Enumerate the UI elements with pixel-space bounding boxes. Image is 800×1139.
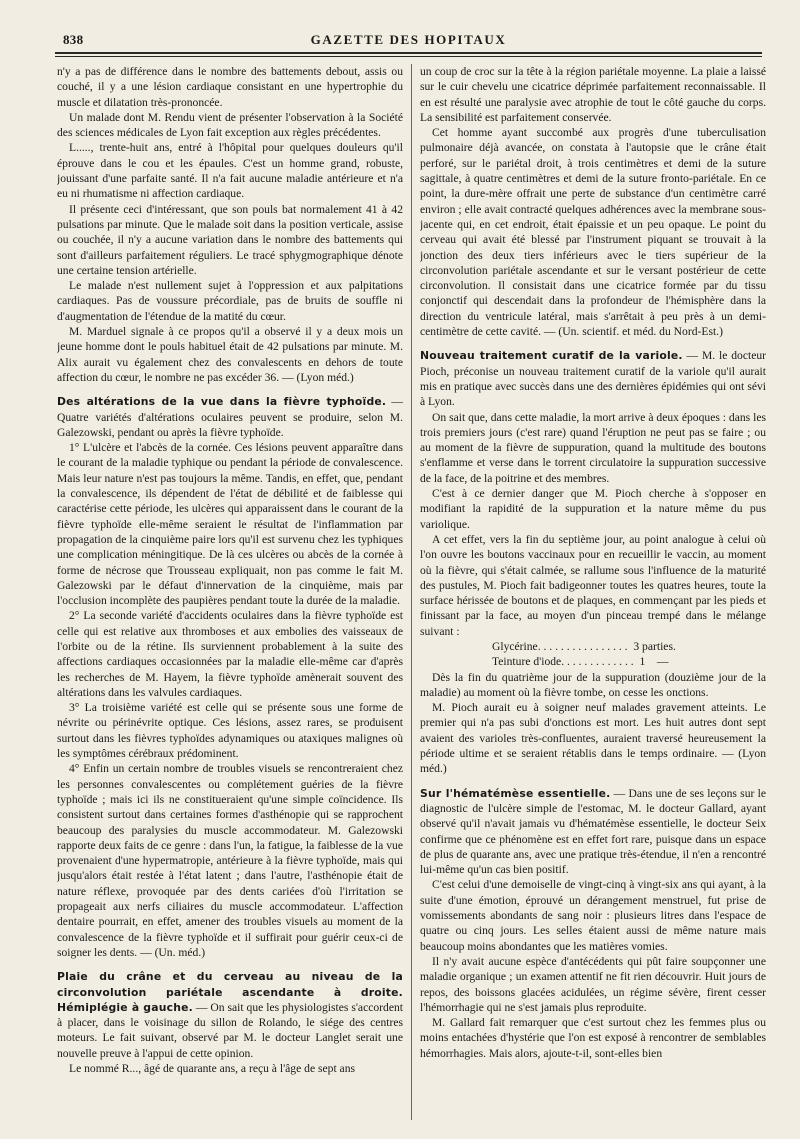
- page-header: [55, 30, 762, 52]
- paragraph: 1° L'ulcère et l'abcès de la cornée. Ces lésions peuvent apparaître dans le courant de la maladie typhique ou pendant la période de convalescence. Mais leur nature n'est pas toujours la même. Tandis, en effet, que, pendant la convalescence, ils dépendent de l'état de débilité et de faiblesse qui caractérise cette période, les ulcères qui apparaissent dans le courant de la fièvre typhoïde elle-même seraient le résultat de l'inflammation par propagation de la cinquième paire lors qu'il est survenu chez les typhiques une complication méningitique. De là ces ulcères ou abcès de la cornée à forme de nécrose que Trousseau expliquait, non pas comme le fait M. Galezowski par le défaut d'innervation de la cinquième, mais par l'occlusion incomplète des paupières pendant toute la durée de la maladie.: [57, 441, 403, 608]
- paragraph: Le malade n'est nullement sujet à l'oppression et aux palpitations cardiaques. Pas de voussure précordiale, pas de bruits de souffle ni d'augmentation de l'étendue de la matité du cœur.: [57, 279, 403, 323]
- article-lead: — On sait que les physiologistes s'accordent à placer, dans le voisinage du sillon de Rolando, le siége des centres moteurs. Le fait suivant, observé par M. le docteur Langlet serait une nouvelle preuve à l'appui de cette opinion.: [57, 1000, 403, 1060]
- article-heading: Sur l'hématémèse essentielle.: [420, 786, 611, 800]
- paragraph: M. Pioch aurait eu à soigner neuf malades gravement atteints. Le premier qui n'a pas subi d'onctions est mort. Les huit autres dont sept avaient des varioles très-confluentes, auraient traversé heureusement la période ultime et se seraient rétablis dans le temps ordinaire. — (Lyon méd.): [420, 701, 766, 776]
- article-lead: — M. le docteur Pioch, préconise un nouveau traitement curatif de la variole qu'il aurait mis en pratique avec succès dans une des dernières épidémies qui ont sévi à Lyon.: [420, 349, 766, 409]
- article-heading: Nouveau traitement curatif de la variole.: [420, 349, 683, 363]
- paragraph: M. Gallard fait remarquer que c'est surtout chez les femmes plus ou moins entachées d'hystérie que l'on est exposé à rencontrer de semblables hémorrhagies. Mais alors, ajoute-t-il, sont-elles bien: [420, 1016, 766, 1060]
- article-typhoid-vision: [57, 394, 403, 440]
- paragraph: un coup de croc sur la tête à la région pariétale moyenne. La plaie a laissé sur le cuir chevelu une cicatrice déprimée parfaitement reconnaissable. Il en est résulté une paralysie avec atrophie de tout le côté gauche du corps. La sensibilité est parfaitement conservée.: [420, 65, 766, 124]
- journal-title: GAZETTE DES HOPITAUX: [310, 32, 507, 47]
- article-lead: — Dans une de ses leçons sur le diagnostic de l'ulcère simple de l'estomac, M. le docteur Gallard, ayant observé qu'il n'avait jamais vu d'hématémèse essentielle, le docteur Seix confirme que ce phénomène est en effet fort rare, puisque dans un espace de plus de quarante ans, avec une pratique très-étendue, il n'en a rencontré lui-même qu'un cas bien positif.: [420, 786, 766, 877]
- paragraph: Dès la fin du quatrième jour de la suppuration (douzième jour de la maladie) au moment où la fièvre tombe, on cesse les onctions.: [420, 670, 766, 699]
- article-heading: Des altérations de la vue dans la fièvre typhoïde.: [57, 395, 387, 409]
- page-number: 838: [63, 32, 84, 47]
- article-smallpox-treatment: [420, 348, 766, 409]
- paragraph: A cet effet, vers la fin du septième jour, au point analogue à celui où l'on ouvre les boutons vaccinaux pour en recueillir le vaccin, au moment où la fièvre, qui s'était calmée, se rallume sous l'influence de la maturité des pustules, M. Pioch fait badigeonner toutes les quatres heures, toute la surface hérissée de boutons et de plaques, en commençant par les pieds et finissant par la face, au moyen d'un pinceau trempé dans le mélange suivant :: [420, 532, 766, 638]
- article-heading: Plaie du crâne et du cerveau au niveau de la circonvolution pariétale ascendante à droite. Hémiplégie à gauche.: [57, 970, 403, 1014]
- article-hematemesis: [420, 786, 766, 878]
- paragraph: 2° La seconde variété d'accidents oculaires dans la fièvre typhoïde est celle qui est relative aux thromboses et aux embolies des vaisseaux de l'orbite ou de la rétine. Ils surviennent probablement à la suite des affections cardiaques occasionnées par la maladie elle-même car d'après les recherches de M. Hayem, la fièvre typhoïde amènerait souvent des altérations dans les valvules cardiaques.: [57, 609, 403, 699]
- column-divider: [411, 64, 412, 1120]
- paragraph: C'est celui d'une demoiselle de vingt-cinq à vingt-six ans qui ayant, à la suite d'une émotion, éprouvé un dérangement menstruel, fut prise de vomissements abondants de sang noir : plusieurs litres dans l'espace de quatre ou cinq jours. Les selles étaient aussi de même nature mais beaucoup moins abondantes que les matières vomies.: [420, 878, 766, 953]
- paragraph: 4° Enfin un certain nombre de troubles visuels se rencontreraient chez les personnes convalescentes ou complétement guéries de la fièvre typhoïde ; mais ici ils ne constitueraient qu'une simple coïncidence. Ils consistent surtout dans certaines formes d'asthénopie qui se rapprochent beaucoup des paralysies du muscle accommodateur. M. Galezowski rapporte deux faits de ce genre : dans l'un, la fatigue, la faiblesse de la vue provenaient d'une hypermatropie, antérieure à la fièvre typhoïde, mais qui jusqu'alors était restée à l'état latent ; dans l'autre, l'asthénopie était de nature réflexe, provoquée par des dents cariées d'où l'irritation se propageait aux nerfs ciliaires du muscle accommodateur. L'affection dentaire pourrait, en effet, amener des troubles visuels au moment de la convalescence de la fièvre typhoïde et il suffirait pour guérir ceux-ci de soigner les dents. — (Un. méd.): [57, 762, 403, 959]
- paragraph: Il présente ceci d'intéressant, que son pouls bat normalement 41 à 42 pulsations par minute. Que le malade soit dans la position verticale, assise ou couchée, il n'y a aucune variation dans le nombre des battements qui sont d'ailleurs parfaitement réguliers. Le tracé sphygmographique dénote une certaine tension artérielle.: [57, 202, 403, 277]
- paragraph: Le nommé R..., âgé de quarante ans, a reçu à l'âge de sept ans: [69, 1062, 356, 1075]
- article-lead: — Quatre variétés d'altérations oculaires peuvent se produire, selon M. Galezowski, pendant ou après la fièvre typhoïde.: [57, 395, 403, 439]
- header-rule-thick: [55, 52, 762, 54]
- paragraph: 3° La troisième variété est celle qui se présente sous une forme de névrite ou périnévrite optique. Ces lésions, assez rares, se produisent surtout dans les fièvres typhoïdes adynamiques ou ataxiques malignes où les symptômes cérébraux prédominent.: [57, 701, 403, 761]
- formula-line: Glycérine. . . . . . . . . . . . . . . . 3 parties.: [492, 639, 676, 653]
- paragraph: n'y a pas de différence dans le nombre des battements debout, assis ou couché, il y a une lésion cardiaque consistant en une hypertrophie du muscle et dilatation très-prononcée.: [57, 65, 403, 109]
- paragraph: Un malade dont M. Rendu vient de présenter l'observation à la Société des sciences médicales de Lyon fait exception aux règles précédentes.: [57, 110, 403, 140]
- article-skull-wound: [57, 969, 403, 1061]
- paragraph: Cet homme ayant succombé aux progrès d'une tuberculisation pulmonaire déjà avancée, on constata à l'autopsie que le crâne était perforé, sur le pariétal droit, à trois centimètres et demi de la suture sagittale, à quatre centimètres et demi de la suture fronto-pariétale. En ce point, la dure-mère offrait une perte de substance d'un centimètre carré environ ; elle avait contracté quelques adhérences avec la membrane sous-jacente qui, en cet endroit, était épaissie et un peu opaque. Le point du cerveau qui avait été blessé par l'instrument piquant se trouvait à la jonction des deux tiers inférieurs avec le tiers supérieur de la circonvolution pariétale ascendante et sur le versant postérieur de cette circonvolution. Il consistait dans une cicatrice formée par du tissu conjonctif qui descendait dans la profondeur de l'hémisphère dans la direction du ventricule latéral, mais s'arrêtait à peu près à un demi-centimètre de cette cavité. — (Un. scientif. et méd. du Nord-Est.): [420, 126, 766, 339]
- paragraph: Il n'y avait aucune espèce d'antécédents qui pût faire soupçonner une maladie organique ; un examen attentif ne fit rien découvrir. Huit jours de repos, des boissons glacées acidulées, un régime sévère, firent cesser l'hémorrhagie qui ne s'est jamais plus reproduite.: [420, 954, 766, 1014]
- left-column: [57, 64, 403, 1124]
- paragraph: On sait que, dans cette maladie, la mort arrive à deux époques : dans les trois premiers jours (c'est rare) quand l'éruption ne peut pas se faire ; ou au moment de la fièvre de suppuration, quand la multitude des boutons s'enflamme et verse dans le torrent circulatoire la suppuration successive de la face, de la poitrine et des membres.: [420, 410, 766, 485]
- paragraph: L....., trente-huit ans, entré à l'hôpital pour quelques douleurs qu'il éprouve dans le cou et les épaules. C'est un homme grand, robuste, jouissant d'une parfaite santé. Il n'a fait aucune maladie antérieure et n'a eu ni rhumatisme ni affection cardiaque.: [57, 141, 403, 201]
- formula-line: Teinture d'iode. . . . . . . . . . . . . 1 —: [492, 655, 669, 669]
- right-column: [420, 64, 766, 1124]
- paragraph: C'est à ce dernier danger que M. Pioch cherche à s'opposer en modifiant la rapidité de la suppuration et la nature même du pus variolique.: [420, 487, 766, 531]
- paragraph: M. Marduel signale à ce propos qu'il a observé il y a deux mois un jeune homme dont le pouls habituel était de 42 pulsations par minute. M. Alix aurait vu également chez des convalescents en dehors de toute affection du cœur, le nombre ne pas excéder 36. — (Lyon méd.): [57, 325, 403, 384]
- header-rule-thin: [55, 56, 762, 57]
